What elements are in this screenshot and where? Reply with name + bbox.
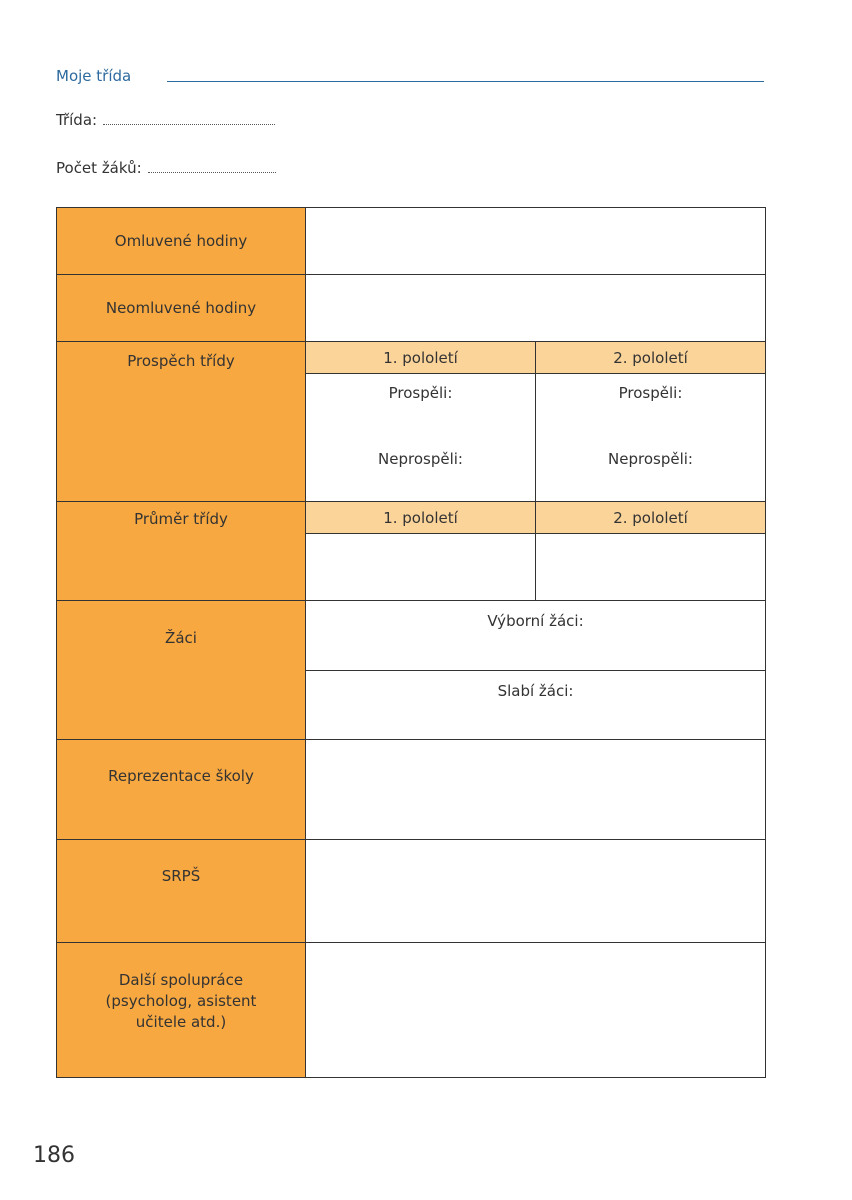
pupil-count-label: Počet žáků: (56, 159, 142, 177)
class-overview-table (56, 207, 766, 1078)
passed-label-term2: Prospěli: (618, 384, 683, 402)
other-cooperation-label (57, 943, 306, 1078)
results-term1-cell[interactable] (306, 374, 536, 502)
excused-hours-label: Omluvené hodiny (57, 208, 306, 275)
average-term2-cell[interactable] (536, 534, 766, 601)
srps-cell[interactable] (306, 840, 766, 943)
other-cooperation-cell[interactable] (306, 943, 766, 1078)
average-term1-header: 1. pololetí (306, 502, 536, 534)
average-term1-cell[interactable] (306, 534, 536, 601)
section-title: Moje třída (56, 67, 132, 85)
class-label: Třída: (56, 111, 98, 129)
pupil-count-dotted-line[interactable] (148, 160, 276, 173)
school-representation-label: Reprezentace školy (57, 740, 306, 840)
results-term1-header: 1. pololetí (306, 342, 536, 374)
weak-pupils-label: Slabí žáci: (497, 682, 574, 700)
pupils-label: Žáci (57, 601, 306, 740)
average-term2-header: 2. pololetí (536, 502, 766, 534)
class-results-label: Prospěch třídy (57, 342, 306, 502)
srps-label: SRPŠ (57, 840, 306, 943)
class-dotted-line[interactable] (103, 112, 275, 125)
weak-pupils-cell[interactable] (306, 671, 766, 740)
results-term2-header: 2. pololetí (536, 342, 766, 374)
unexcused-hours-label: Neomluvené hodiny (57, 275, 306, 342)
failed-label-term1: Neprospěli: (378, 450, 463, 468)
pupil-count-field[interactable] (56, 159, 276, 177)
cooperation-line-2: (psycholog, asistent (105, 992, 257, 1010)
class-average-label: Průměr třídy (57, 502, 306, 601)
passed-label-term1: Prospěli: (388, 384, 453, 402)
unexcused-hours-cell[interactable] (306, 275, 766, 342)
excused-hours-cell[interactable] (306, 208, 766, 275)
school-representation-cell[interactable] (306, 740, 766, 840)
excellent-pupils-cell[interactable] (306, 601, 766, 671)
excellent-pupils-label: Výborní žáci: (487, 612, 584, 630)
class-field[interactable] (56, 111, 275, 129)
cooperation-line-3: učitele atd.) (135, 1013, 227, 1031)
results-term2-cell[interactable] (536, 374, 766, 502)
cooperation-line-1: Další spolupráce (118, 971, 244, 989)
page-number: 186 (33, 1143, 75, 1168)
failed-label-term2: Neprospěli: (608, 450, 693, 468)
section-rule (167, 81, 764, 82)
